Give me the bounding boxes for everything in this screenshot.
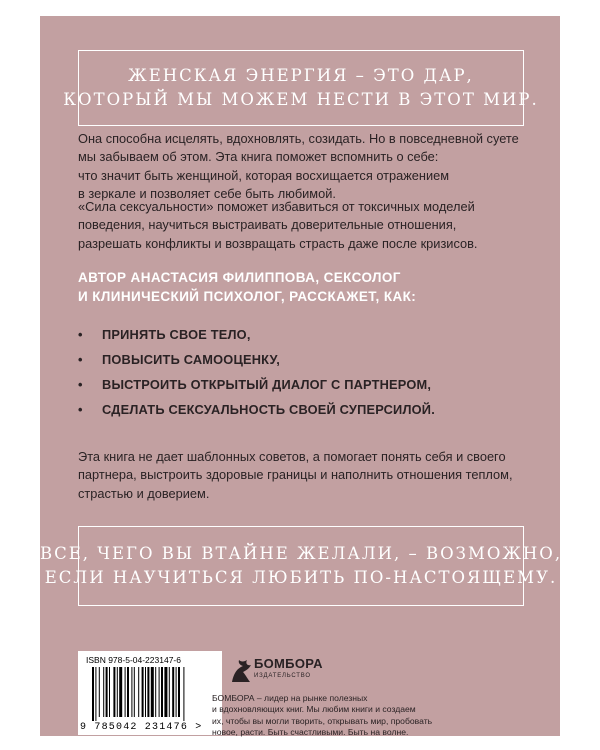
- barcode-bar: [145, 667, 146, 717]
- barcode-bar: [99, 667, 100, 717]
- top-quote-line-1: ЖЕНСКАЯ ЭНЕРГИЯ – ЭТО ДАР,: [128, 66, 474, 85]
- barcode-bar: [95, 667, 96, 721]
- about-line: поведения, научиться выстраивать доверительные отношения,: [78, 217, 457, 233]
- about-paragraph: [78, 198, 477, 253]
- closing-paragraph: [78, 448, 513, 503]
- bullet-text: СДЕЛАТЬ СЕКСУАЛЬНОСТЬ СВОЕЙ СУПЕРСИЛОЙ.: [102, 402, 435, 417]
- publisher-line: и вдохновляющих книг. Мы любим книги и создаем: [212, 704, 416, 715]
- intro-paragraph: [78, 130, 519, 204]
- barcode-bar: [151, 667, 154, 717]
- barcode-bar: [169, 667, 170, 717]
- barcode-bar: [125, 667, 126, 717]
- barcode-bar: [142, 667, 144, 717]
- publisher-line: их, чтобы вы могли творить, открывать мир, пробовать: [212, 715, 433, 726]
- barcode-bar: [109, 667, 110, 717]
- barcode-bar: [92, 667, 94, 721]
- author-line: И КЛИНИЧЕСКИЙ ПСИХОЛОГ, РАССКАЖЕТ, КАК:: [78, 289, 417, 304]
- barcode-bar: [106, 667, 108, 717]
- author-line: АВТОР АНАСТАСИЯ ФИЛИППОВА, СЕКСОЛОГ: [78, 270, 401, 285]
- about-line: «Сила сексуальности» поможет избавиться от токсичных моделей: [78, 199, 475, 214]
- bullet-text: ПОВЫСИТЬ САМООЦЕНКУ,: [102, 352, 280, 367]
- barcode-bar: [178, 667, 180, 717]
- bullet-text: ПРИНЯТЬ СВОЕ ТЕЛО,: [102, 327, 251, 342]
- about-line: разрешать конфликты и возвращать страсть даже после кризисов.: [78, 235, 478, 251]
- bottom-quote-line-1: ВСЕ, ЧЕГО ВЫ ВТАЙНЕ ЖЕЛАЛИ, – ВОЗМОЖНО,: [39, 544, 563, 563]
- bombora-wave-icon: [230, 654, 252, 684]
- barcode-number: 9 785042 231476 >: [80, 722, 203, 733]
- barcode-bar: [131, 667, 132, 717]
- barcode-bar: [119, 667, 122, 717]
- publisher-line: БОМБОРА – лидер на рынке полезных: [212, 693, 368, 703]
- barcode-bar: [103, 667, 104, 717]
- bullet-dot: •: [78, 402, 83, 417]
- book-back-cover: [39, 16, 563, 738]
- bullet-dot: •: [78, 352, 83, 367]
- barcode-bar: [147, 667, 149, 717]
- top-quote-line-2: КОТОРЫЙ МЫ МОЖЕМ НЕСТИ В ЭТОТ МИР.: [63, 90, 539, 109]
- bullet-text: ВЫСТРОИТЬ ОТКРЫТЫЙ ДИАЛОГ С ПАРТНЕРОМ,: [102, 377, 432, 392]
- barcode-bar: [138, 667, 139, 717]
- top-quote-frame: [63, 50, 539, 126]
- publisher-logo-subtitle: ИЗДАТЕЛЬСТВО: [254, 673, 311, 679]
- barcode-bar: [134, 667, 135, 717]
- intro-line: что значит быть женщиной, которая восхищается отражением: [78, 167, 450, 183]
- publisher-logo: [230, 652, 323, 692]
- barcode-bar: [155, 667, 156, 717]
- barcode-bar: [127, 667, 129, 717]
- barcode-box: [78, 651, 222, 735]
- barcode-bar: [176, 667, 177, 717]
- author-heading: [78, 268, 416, 306]
- bottom-quote-frame: [39, 526, 563, 606]
- isbn-label: ISBN 978-5-04-223147-6: [86, 655, 181, 665]
- intro-line: в зеркале и позволяет себе быть любимой.: [78, 186, 336, 202]
- bottom-quote-line-2: ЕСЛИ НАУЧИТЬСЯ ЛЮБИТЬ ПО-НАСТОЯЩЕМУ.: [44, 568, 558, 587]
- closing-line: партнера, выстроить здоровые границы и наполнить отношения теплом,: [78, 467, 513, 483]
- barcode-bar: [164, 667, 167, 717]
- publisher-logo-name: БОМБОРА: [254, 656, 323, 671]
- bullet-dot: •: [78, 327, 83, 342]
- barcode-bar: [172, 667, 174, 717]
- barcode-bar: [161, 667, 163, 717]
- closing-line: страстью и доверием.: [78, 485, 210, 501]
- intro-line: Она способна исцелять, вдохновлять, созидать. Но в повседневной суете: [78, 131, 519, 146]
- barcode-bar: [159, 667, 160, 717]
- closing-line: Эта книга не дает шаблонных советов, а помогает понять себя и своего: [78, 449, 506, 464]
- publisher-description: [212, 693, 432, 739]
- bullet-dot: •: [78, 377, 83, 392]
- barcode-bars: [92, 667, 210, 721]
- intro-line: мы забываем об этом. Эта книга поможет вспомнить о себе:: [78, 149, 439, 165]
- publisher-line: новое, расти. Быть счастливыми. Быть на волне.: [212, 727, 409, 738]
- barcode-bar: [113, 667, 115, 717]
- barcode-bar: [117, 667, 118, 717]
- barcode-bar: [183, 667, 184, 721]
